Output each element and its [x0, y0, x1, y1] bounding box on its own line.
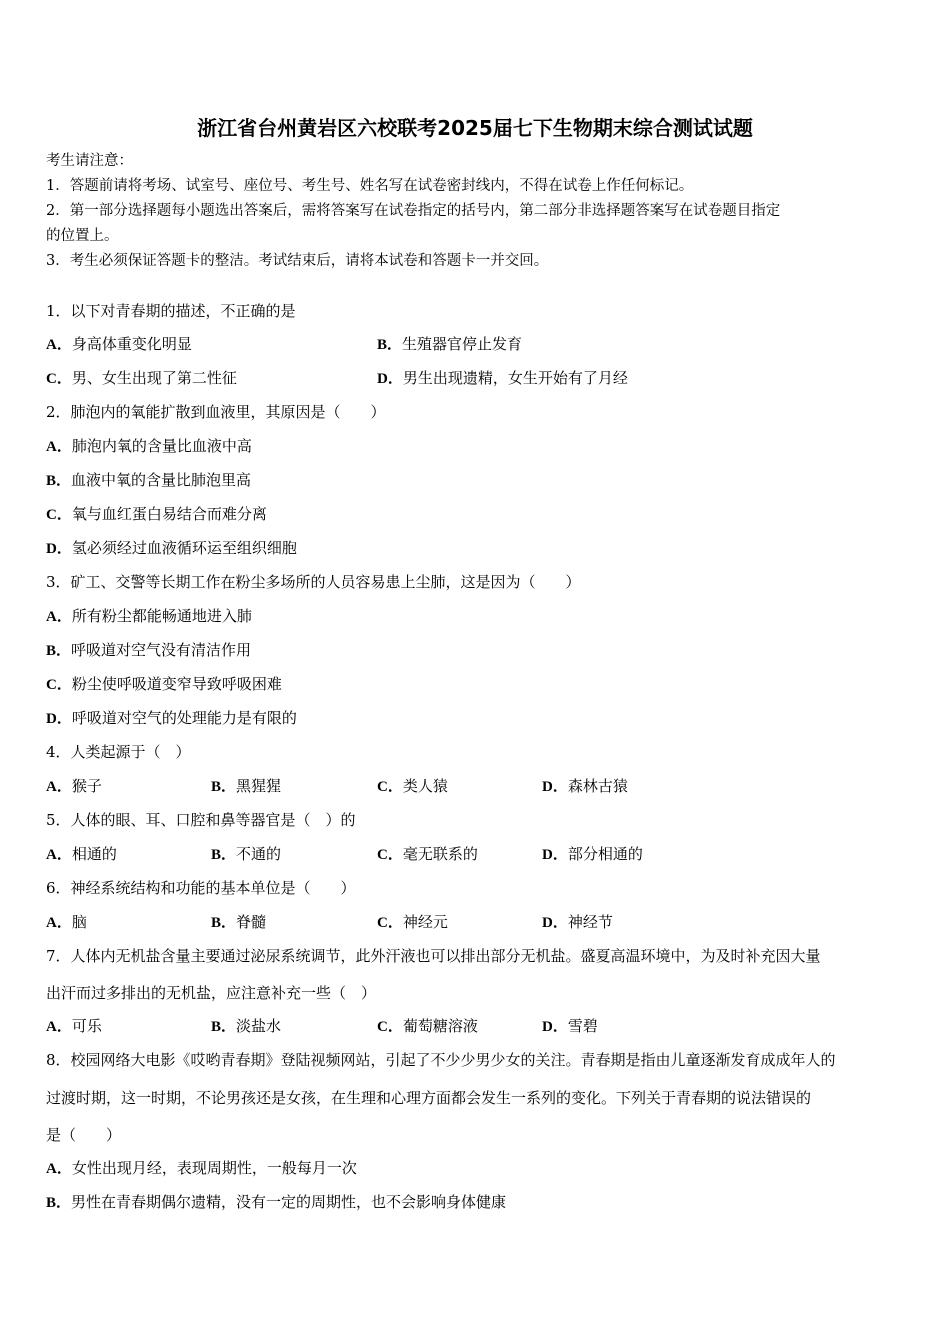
- notice-item: 1．答题前请将考场、试室号、座位号、考生号、姓名写在试卷密封线内，不得在试卷上作任何标记。: [46, 178, 694, 194]
- option-label: A．: [46, 609, 72, 625]
- question-stem-continued: 过渡时期，这一时期，不论男孩还是女孩，在生理和心理方面都会发生一系列的变化。下列关于青春期的说法错误的: [46, 1089, 812, 1107]
- option-label: B．: [211, 915, 237, 931]
- option-text: 脑: [71, 913, 87, 931]
- option-text: 肺泡内氧的含量比血液中高: [71, 437, 252, 455]
- option-c: [46, 505, 267, 524]
- option-text: 女性出现月经，表现周期性，一般每月一次: [71, 1159, 357, 1177]
- option-text: 淡盐水: [236, 1017, 282, 1035]
- option-text: 氧与血红蛋白易结合而难分离: [71, 505, 267, 523]
- option-text: 猴子: [71, 777, 102, 795]
- option-a: [46, 1159, 357, 1178]
- option-a: [46, 335, 192, 354]
- option-label: B．: [211, 1019, 237, 1035]
- option-label: A．: [46, 337, 72, 353]
- option-text: 血液中氧的含量比肺泡里高: [71, 471, 252, 489]
- option-text: 葡萄糖溶液: [402, 1017, 478, 1035]
- option-text: 生殖器官停止发育: [402, 335, 523, 353]
- option-a: [46, 845, 117, 864]
- option-text: 毫无联系的: [402, 845, 478, 863]
- option-text: 不通的: [236, 845, 282, 863]
- option-text: 雪碧: [567, 1017, 598, 1035]
- option-label: C．: [377, 915, 403, 931]
- option-a: [46, 1017, 102, 1036]
- option-text: 部分相通的: [567, 845, 643, 863]
- option-label: C．: [46, 677, 72, 693]
- notice-item: 3．考生必须保证答题卡的整洁。考试结束后，请将本试卷和答题卡一并交回。: [46, 253, 549, 269]
- option-text: 神经节: [567, 913, 613, 931]
- option-c: [46, 675, 282, 694]
- question-stem: 8．校园网络大电影《哎哟青春期》登陆视频网站，引起了不少少男少女的关注。青春期是指由儿童逐渐发育成成年人的: [46, 1051, 836, 1069]
- option-c: [377, 913, 448, 932]
- option-a: [46, 607, 252, 626]
- question-stem-continued: 出汗而过多排出的无机盐，应注意补充一些（ ）: [46, 984, 377, 1002]
- option-text: 男、女生出现了第二性征: [71, 369, 237, 387]
- option-d: [46, 709, 297, 728]
- option-label: A．: [46, 1019, 72, 1035]
- option-text: 男生出现遗精，女生开始有了月经: [402, 369, 628, 387]
- option-text: 可乐: [71, 1017, 102, 1035]
- option-text: 所有粉尘都能畅通地进入肺: [71, 607, 252, 625]
- option-text: 身高体重变化明显: [71, 335, 192, 353]
- option-d: [542, 913, 613, 932]
- option-label: B．: [46, 473, 72, 489]
- question-stem: 7．人体内无机盐含量主要通过泌尿系统调节，此外汗液也可以排出部分无机盐。盛夏高温环境中，为及时补充因大量: [46, 947, 821, 965]
- question-stem: 1．以下对青春期的描述，不正确的是: [46, 302, 296, 320]
- notice-item: 的位置上。: [46, 228, 119, 244]
- option-c: [377, 777, 448, 796]
- option-text: 呼吸道对空气的处理能力是有限的: [71, 709, 297, 727]
- question-stem-continued: 是（ ）: [46, 1126, 122, 1144]
- notice-heading: 考生请注意：: [46, 153, 133, 169]
- option-text: 呼吸道对空气没有清洁作用: [71, 641, 252, 659]
- option-label: A．: [46, 779, 72, 795]
- option-label: B．: [211, 847, 237, 863]
- option-text: 森林古猿: [567, 777, 628, 795]
- question-stem: 6．神经系统结构和功能的基本单位是（ ）: [46, 879, 356, 897]
- option-a: [46, 913, 87, 932]
- notice-item: 2．第一部分选择题每小题选出答案后，需将答案写在试卷指定的括号内，第二部分非选择题答案写在试卷题目指定: [46, 203, 781, 219]
- option-label: D．: [542, 1019, 568, 1035]
- option-text: 粉尘使呼吸道变窄导致呼吸困难: [71, 675, 282, 693]
- option-d: [542, 845, 643, 864]
- option-b: [46, 471, 251, 490]
- option-label: B．: [46, 1195, 72, 1211]
- option-a: [46, 777, 102, 796]
- option-label: B．: [211, 779, 237, 795]
- option-label: D．: [542, 847, 568, 863]
- option-label: A．: [46, 915, 72, 931]
- option-b: [211, 913, 266, 932]
- question-stem: 2．肺泡内的氧能扩散到血液里，其原因是（ ）: [46, 403, 386, 421]
- option-d: [542, 777, 628, 796]
- option-label: D．: [542, 915, 568, 931]
- question-stem: 5．人体的眼、耳、口腔和鼻等器官是（ ）的: [46, 811, 356, 829]
- option-text: 氢必须经过血液循环运至组织细胞: [71, 539, 297, 557]
- option-label: D．: [46, 541, 72, 557]
- option-b: [377, 335, 522, 354]
- option-label: A．: [46, 1161, 72, 1177]
- option-label: D．: [46, 711, 72, 727]
- option-b: [211, 845, 281, 864]
- option-c: [377, 845, 478, 864]
- option-label: C．: [377, 847, 403, 863]
- question-stem: 3．矿工、交警等长期工作在粉尘多场所的人员容易患上尘肺，这是因为（ ）: [46, 573, 581, 591]
- option-text: 黑猩猩: [236, 777, 282, 795]
- option-b: [46, 641, 251, 660]
- option-label: A．: [46, 847, 72, 863]
- option-label: C．: [377, 779, 403, 795]
- option-d: [542, 1017, 598, 1036]
- option-text: 脊髓: [236, 913, 267, 931]
- option-d: [377, 369, 628, 388]
- option-text: 男性在青春期偶尔遗精，没有一定的周期性，也不会影响身体健康: [71, 1193, 507, 1211]
- option-text: 类人猿: [402, 777, 448, 795]
- option-text: 相通的: [71, 845, 117, 863]
- option-label: A．: [46, 439, 72, 455]
- option-b: [211, 1017, 281, 1036]
- option-b: [211, 777, 281, 796]
- option-label: B．: [46, 643, 72, 659]
- option-c: [377, 1017, 478, 1036]
- option-text: 神经元: [402, 913, 448, 931]
- option-label: C．: [46, 371, 72, 387]
- option-d: [46, 539, 297, 558]
- option-b: [46, 1193, 506, 1212]
- option-c: [46, 369, 237, 388]
- exam-title: 浙江省台州黄岩区六校联考2025届七下生物期末综合测试试题: [197, 116, 753, 140]
- question-stem: 4．人类起源于（ ）: [46, 743, 191, 761]
- option-label: C．: [377, 1019, 403, 1035]
- option-label: C．: [46, 507, 72, 523]
- option-label: B．: [377, 337, 403, 353]
- option-label: D．: [542, 779, 568, 795]
- option-a: [46, 437, 252, 456]
- option-label: D．: [377, 371, 403, 387]
